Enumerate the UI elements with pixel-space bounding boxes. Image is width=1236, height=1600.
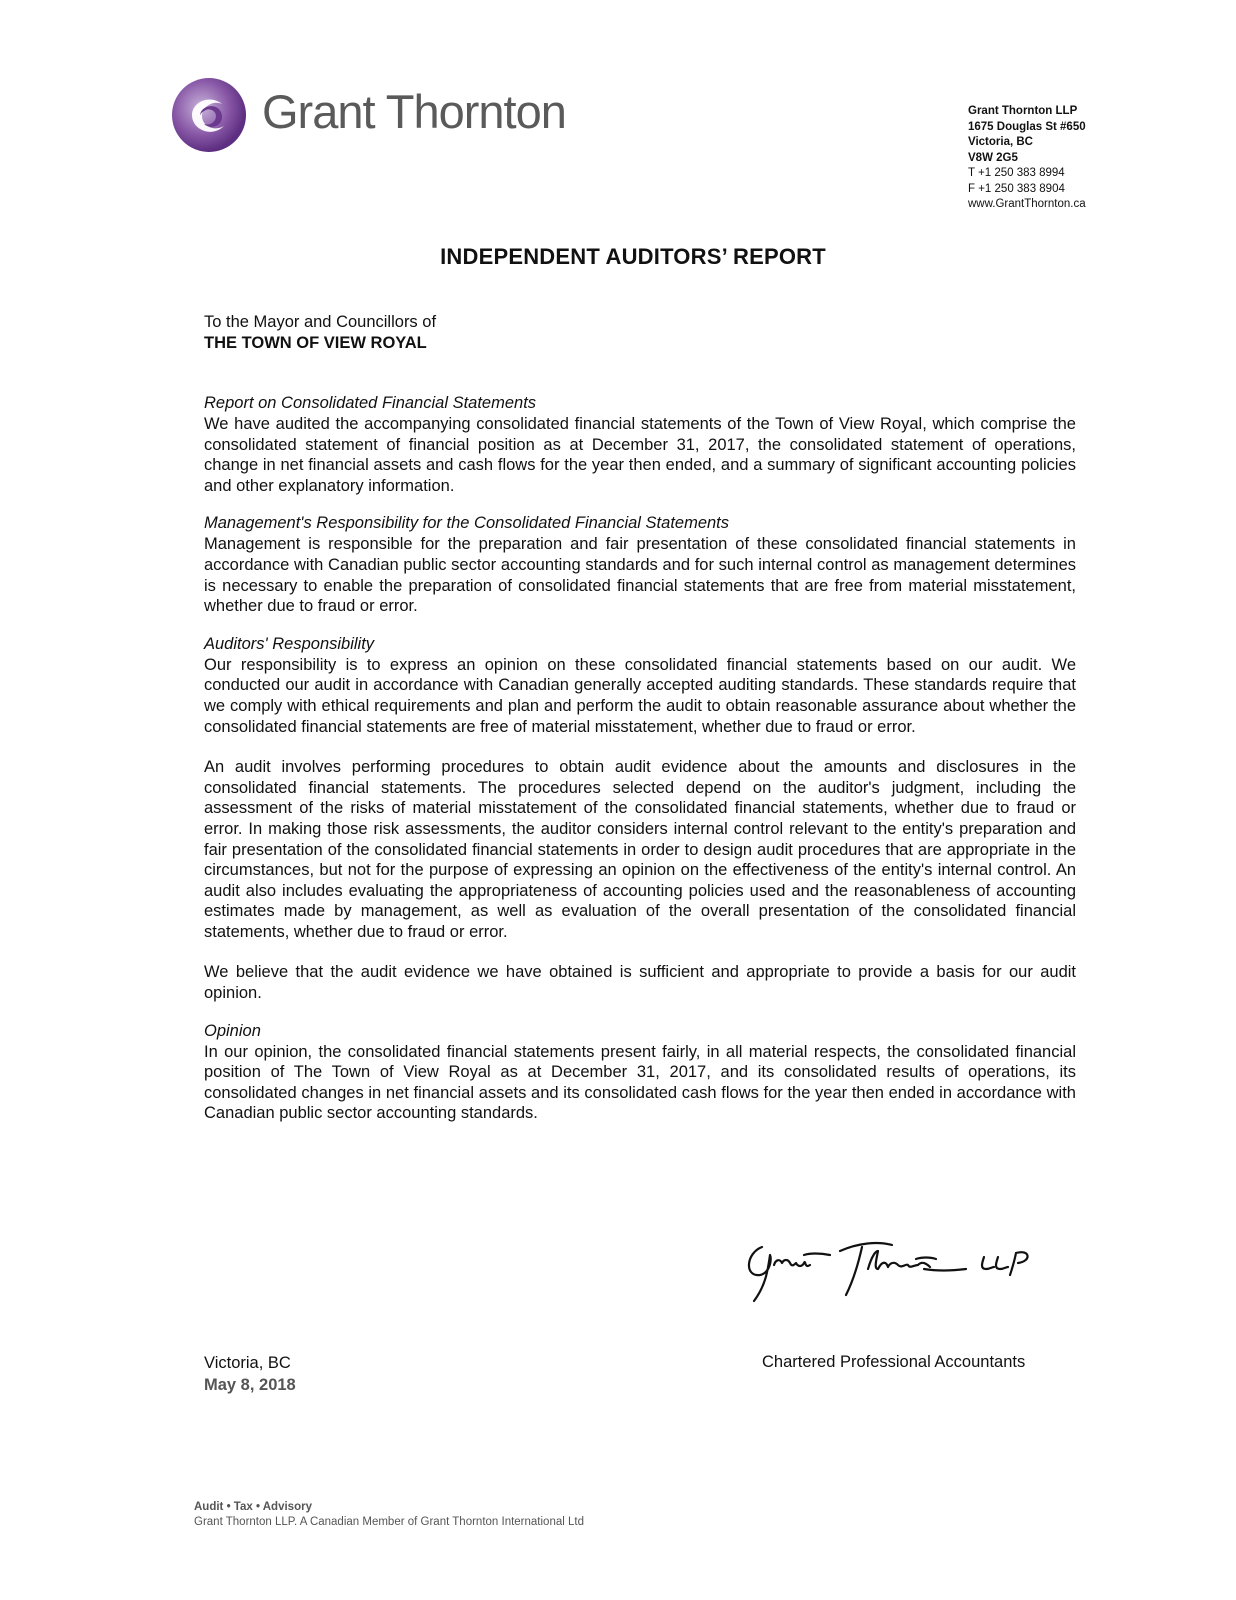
section-heading: Management's Responsibility for the Consolidated Financial Statements bbox=[204, 514, 730, 533]
city: Victoria, BC bbox=[968, 136, 1033, 148]
firm-name: Grant Thornton LLP bbox=[968, 105, 1078, 117]
grant-thornton-logo-icon bbox=[170, 76, 248, 154]
handwritten-signature bbox=[740, 1225, 1060, 1315]
report-date: May 8, 2018 bbox=[204, 1376, 296, 1394]
report-title: INDEPENDENT AUDITORS’ REPORT bbox=[440, 244, 826, 269]
paragraph: Management is responsible for the preparation and fair presentation of these consolidated financial statements in accordance with Canadian public sector accounting standards and for such internal control as management determines is necessary to enable the preparation of consolidated financial statements that are free from material misstatement, whether due to fraud or error. bbox=[204, 535, 1076, 616]
street-address: 1675 Douglas St #650 bbox=[968, 120, 1086, 133]
logo-wordmark: Grant Thornton bbox=[262, 85, 566, 138]
paragraph: We have audited the accompanying consolidated financial statements of the Town of View Royal, which comprise the consolidated statement of financial position as at December 31, 2017, the consolidated statement of operations, change in net financial assets and cash flows for the year then ended, and a summary of significant accounting policies and other explanatory information. bbox=[204, 415, 1076, 495]
phone-number: T +1 250 383 8994 bbox=[968, 167, 1065, 179]
postal-code: V8W 2G5 bbox=[968, 151, 1018, 164]
section-auditors bbox=[204, 633, 1076, 1004]
section-heading: Report on Consolidated Financial Statements bbox=[204, 394, 537, 412]
section-heading: Auditors' Responsibility bbox=[204, 634, 375, 653]
fax-number: F +1 250 383 8904 bbox=[968, 182, 1065, 195]
paragraph: In our opinion, the consolidated financial statements present fairly, in all material respects, the consolidated financial position of The Town of View Royal as at December 31, 2017, and its consolidated results of operations, its consolidated changes in net financial assets and its consolidated cash flows for the year then ended in accordance with Canadian public sector accounting standards. bbox=[204, 1042, 1076, 1123]
company-logo bbox=[170, 76, 590, 156]
page-footer bbox=[194, 1500, 584, 1530]
footer-services: Audit • Tax • Advisory bbox=[194, 1501, 312, 1513]
addressee-entity: THE TOWN OF VIEW ROYAL bbox=[204, 334, 427, 352]
addressee-block bbox=[204, 312, 436, 354]
section-opinion bbox=[204, 1020, 1076, 1124]
signer-designation: Chartered Professional Accountants bbox=[762, 1353, 1026, 1371]
report-body bbox=[204, 392, 1076, 1140]
paragraph: Our responsibility is to express an opinion on these consolidated financial statements based on our audit. We conducted our audit in accordance with Canadian generally accepted auditing standards. These standards require that we comply with ethical requirements and plan and perform the audit to obtain reasonable assurance about whether the consolidated financial statements are free of material misstatement, whether due to fraud or error. bbox=[204, 655, 1076, 736]
section-management bbox=[204, 512, 1076, 616]
firm-address-block bbox=[968, 104, 1108, 213]
section-report bbox=[204, 392, 1076, 496]
website-link[interactable]: www.GrantThornton.ca bbox=[968, 198, 1086, 210]
footer-member: Grant Thornton LLP. A Canadian Member of Grant Thornton International Ltd bbox=[194, 1516, 584, 1528]
signature-icon bbox=[740, 1225, 1060, 1315]
paragraph: An audit involves performing procedures to obtain audit evidence about the amounts and disclosures in the consolidated financial statements. The procedures selected depend on the auditor's judgment, including the assessment of the risks of material misstatement of the consolidated financial statements, whether due to fraud or error. In making those risk assessments, the auditor considers internal control relevant to the entity's preparation and fair presentation of the consolidated financial statements in order to design audit procedures that are appropriate in the circumstances, but not for the purpose of expressing an opinion on the effectiveness of the entity's internal control. An audit also includes evaluating the appropriateness of accounting policies used and the reasonableness of accounting estimates made by management, as well as evaluation of the overall presentation of the consolidated financial statements, whether due to fraud or error. bbox=[204, 758, 1076, 941]
paragraph: We believe that the audit evidence we have obtained is sufficient and appropriate to provide a basis for our audit opinion. bbox=[204, 963, 1076, 1003]
place: Victoria, BC bbox=[204, 1354, 291, 1372]
addressee-line: To the Mayor and Councillors of bbox=[204, 313, 437, 331]
place-date-block bbox=[204, 1352, 296, 1396]
section-heading: Opinion bbox=[204, 1021, 261, 1040]
